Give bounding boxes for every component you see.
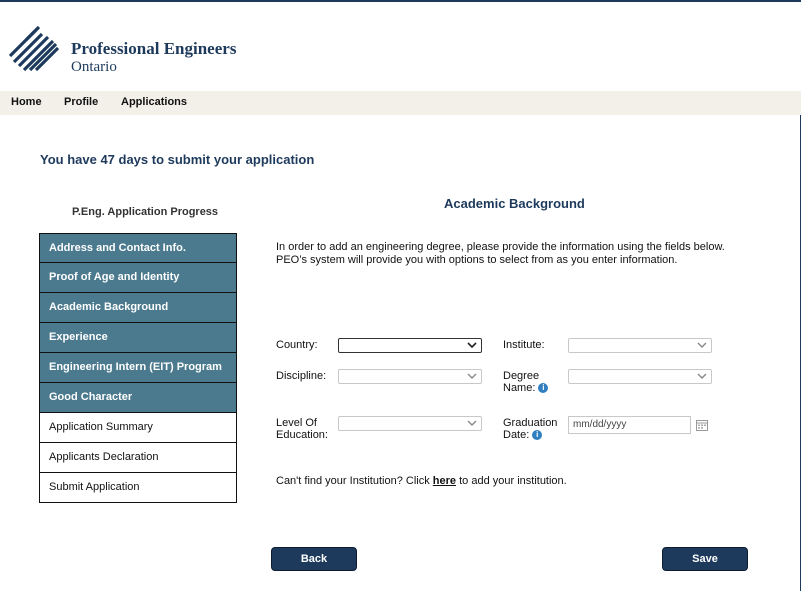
graduation-date-label xyxy=(503,417,557,441)
info-icon[interactable]: i xyxy=(538,383,548,393)
progress-title: P.Eng. Application Progress xyxy=(71,206,219,218)
degree-name-label xyxy=(503,370,548,394)
help-prefix: Can't find your Institution? Click xyxy=(276,475,433,487)
degree-name-select[interactable] xyxy=(568,369,712,384)
degree-label-line2: Name: xyxy=(503,382,536,394)
site-header xyxy=(0,2,801,91)
calendar-icon[interactable] xyxy=(696,419,708,431)
peo-logo-icon[interactable] xyxy=(8,20,60,72)
main-nav xyxy=(0,91,801,115)
progress-steps xyxy=(39,233,237,503)
step-academic-background[interactable]: Academic Background xyxy=(39,293,237,323)
chevron-down-icon xyxy=(467,373,477,380)
step-address-contact[interactable]: Address and Contact Info. xyxy=(39,233,237,263)
level-of-education-select[interactable] xyxy=(338,416,482,431)
add-institution-link[interactable]: here xyxy=(432,475,457,487)
back-button[interactable]: Back xyxy=(271,547,357,571)
grad-label-line2: Date: xyxy=(503,429,530,441)
grad-label-line1: Graduation xyxy=(503,417,558,429)
country-select[interactable] xyxy=(338,338,482,353)
institute-label: Institute: xyxy=(503,339,545,351)
deadline-notice: You have 47 days to submit your application xyxy=(40,152,315,167)
intro-text: In order to add an engineering degree, please provide the information using the fields below. PEO’s system will provide you with options to select from as you enter information. xyxy=(276,241,725,266)
level-of-education-label xyxy=(276,417,328,441)
chevron-down-icon xyxy=(467,420,477,427)
brand-name[interactable] xyxy=(71,40,236,76)
nav-profile[interactable]: Profile xyxy=(64,96,99,108)
save-button[interactable]: Save xyxy=(662,547,748,571)
degree-label-line1: Degree xyxy=(503,370,540,382)
level-label-line2: Education: xyxy=(276,429,328,441)
chevron-down-icon xyxy=(697,373,707,380)
step-eit-program[interactable]: Engineering Intern (EIT) Program xyxy=(39,353,237,383)
discipline-label: Discipline: xyxy=(276,370,327,382)
nav-home[interactable]: Home xyxy=(11,96,42,108)
info-icon[interactable]: i xyxy=(532,430,542,440)
add-institution-help xyxy=(276,475,567,487)
country-label: Country: xyxy=(276,339,318,351)
step-application-summary[interactable]: Application Summary xyxy=(39,413,237,443)
nav-applications[interactable]: Applications xyxy=(121,96,188,108)
discipline-select[interactable] xyxy=(338,369,482,384)
help-suffix: to add your institution. xyxy=(456,475,567,487)
step-submit-application[interactable]: Submit Application xyxy=(39,473,237,503)
step-experience[interactable]: Experience xyxy=(39,323,237,353)
chevron-down-icon xyxy=(697,342,707,349)
institute-select[interactable] xyxy=(568,338,712,353)
step-proof-of-age[interactable]: Proof of Age and Identity xyxy=(39,263,237,293)
graduation-date-input[interactable]: mm/dd/yyyy xyxy=(568,416,691,434)
chevron-down-icon xyxy=(467,342,477,349)
section-title: Academic Background xyxy=(444,196,585,211)
brand-line-1: Professional Engineers xyxy=(71,39,237,58)
step-good-character[interactable]: Good Character xyxy=(39,383,237,413)
brand-line-2: Ontario xyxy=(71,59,117,75)
step-applicants-declaration[interactable]: Applicants Declaration xyxy=(39,443,237,473)
level-label-line1: Level Of xyxy=(276,417,317,429)
